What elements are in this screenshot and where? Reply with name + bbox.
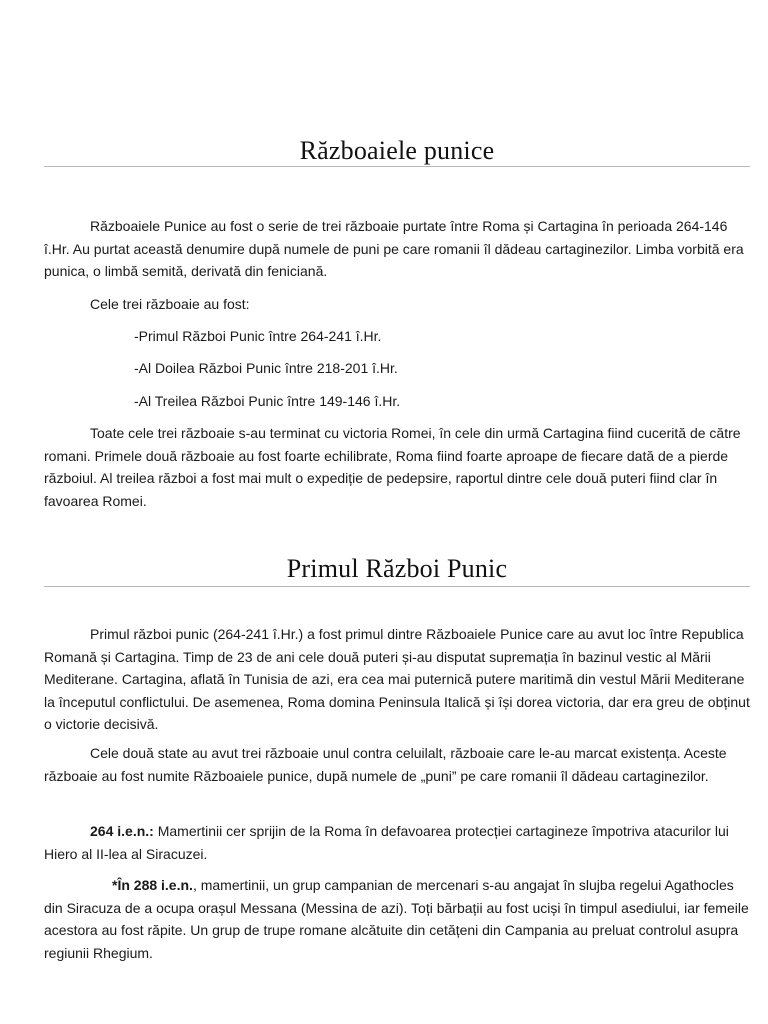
title-underline-2 bbox=[44, 586, 750, 587]
timeline-entry-288 bbox=[44, 874, 750, 964]
title-underline bbox=[44, 166, 750, 167]
timeline-text-264: Mamertinii cer sprijin de la Roma în defavoarea protecției cartagineze împotriva atacurilor lui Hiero al II-lea al Siracuzei. bbox=[44, 823, 729, 862]
outcome-paragraph: Toate cele trei războaie s-au terminat cu victoria Romei, în cele din urmă Cartagina fiind cucerită de către romani. Primele două războaie au fost foarte echilibrate, Roma fiind foarte aproape de fiecare dată de a pierde războiul. Al treilea război a fost mai mult o expediție de pedepsire, raportul dintre cele două puteri fiind clar în favoarea Romei. bbox=[44, 425, 741, 509]
wars-list-item-3: -Al Treilea Război Punic între 149-146 î.Hr. bbox=[134, 393, 401, 409]
timeline-entry-264 bbox=[44, 820, 750, 865]
wars-list-item-2: -Al Doilea Război Punic între 218-201 î.Hr. bbox=[134, 360, 398, 376]
timeline-prefix-288: *În bbox=[112, 877, 134, 893]
intro-paragraph: Războaiele Punice au fost o serie de trei războaie purtate între Roma și Cartagina în perioada 264-146 î.Hr. Au purtat această denumire după numele de puni pe care romanii îl dădeau cartaginezilor. Limba vorbită era punica, o limbă semită, derivată din feniciană. bbox=[44, 218, 744, 279]
wars-list-intro: Cele trei războaie au fost: bbox=[90, 296, 250, 312]
wars-list-item-1: -Primul Război Punic între 264-241 î.Hr. bbox=[134, 328, 382, 344]
timeline-text-288: , mamertinii, un grup campanian de mercenari s-au angajat în slujba regelui Agathocles din Siracuza de a ocupa orașul Messana (Messina de azi). Toți bărbații au fost uciși în timpul asediului, iar femeile acestora au fost răpite. Un grup de trupe romane alcătuite din cetățeni din Campania au preluat controlul asupra regiunii Rhegium. bbox=[44, 877, 749, 961]
states-paragraph: Cele două state au avut trei războaie unul contra celuilalt, războaie care le-au marcat existența. Aceste războaie au fost numite Războaiele punice, după numele de „puni” pe care romanii îl dădeau cartaginezilor. bbox=[44, 745, 727, 784]
section-title-punic-wars: Războaiele punice bbox=[299, 136, 495, 165]
timeline-date-264: 264 i.e.n.: bbox=[90, 823, 154, 839]
first-war-paragraph: Primul război punic (264-241 î.Hr.) a fost primul dintre Războaiele Punice care au avut loc între Republica Romană și Cartagina. Timp de 23 de ani cele două puteri și-au disputat supremația în bazinul vestic al Mării Mediterane. Cartagina, aflată în Tunisia de azi, era cea mai puternică putere maritimă din vestul Mării Mediterane la începutul conflictului. De asemenea, Roma domina Peninsula Italică și își dorea victoria, dar era greu de obținut o victorie decisivă. bbox=[44, 626, 750, 732]
section-title-first-punic-war: Primul Război Punic bbox=[286, 554, 508, 583]
timeline-date-288: 288 i.e.n. bbox=[133, 877, 193, 893]
